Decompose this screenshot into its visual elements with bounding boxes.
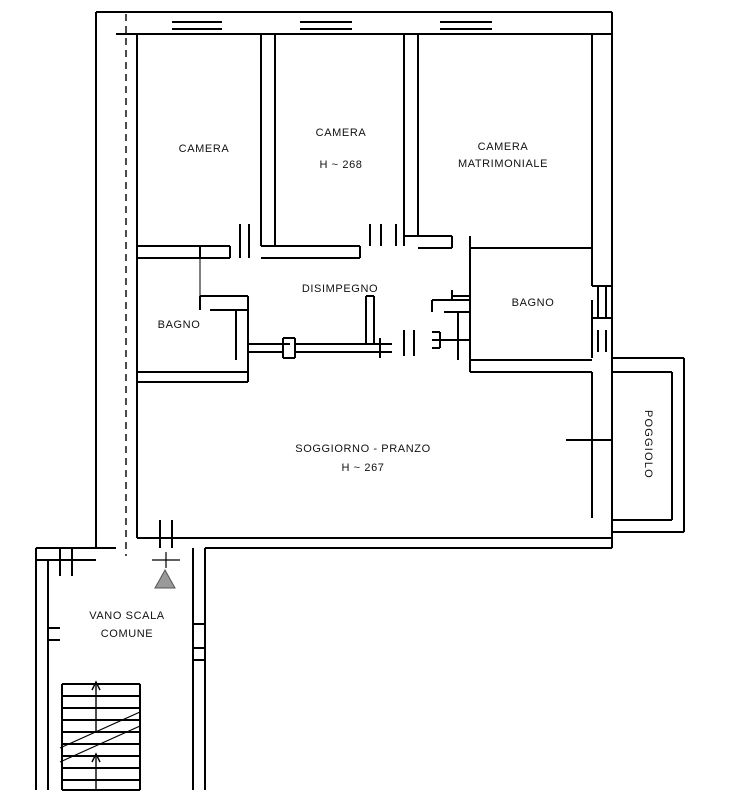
- room-height-soggiorno-pranzo: H ~ 267: [341, 462, 385, 474]
- room-label-vano-scala-line2: COMUNE: [100, 628, 154, 640]
- room-label-camera-middle: CAMERA: [315, 127, 367, 139]
- room-label-vano-scala-line1: VANO SCALA: [89, 610, 165, 622]
- stair-direction-arrows: [60, 682, 140, 790]
- room-label-camera-matrimoniale-line1: CAMERA: [477, 141, 529, 153]
- room-label-soggiorno-pranzo: SOGGIORNO - PRANZO: [295, 443, 431, 455]
- room-label-camera-left: CAMERA: [178, 143, 230, 155]
- room-label-poggiolo: POGGIOLO: [642, 410, 654, 479]
- room-label-bagno-right: BAGNO: [511, 297, 555, 309]
- room-label-bagno-left: BAGNO: [157, 319, 201, 331]
- entry-marker-triangle: [152, 552, 180, 588]
- room-label-disimpegno: DISIMPEGNO: [301, 283, 379, 295]
- room-height-camera-middle: H ~ 268: [319, 159, 363, 171]
- room-label-camera-matrimoniale-line2: MATRIMONIALE: [457, 158, 549, 170]
